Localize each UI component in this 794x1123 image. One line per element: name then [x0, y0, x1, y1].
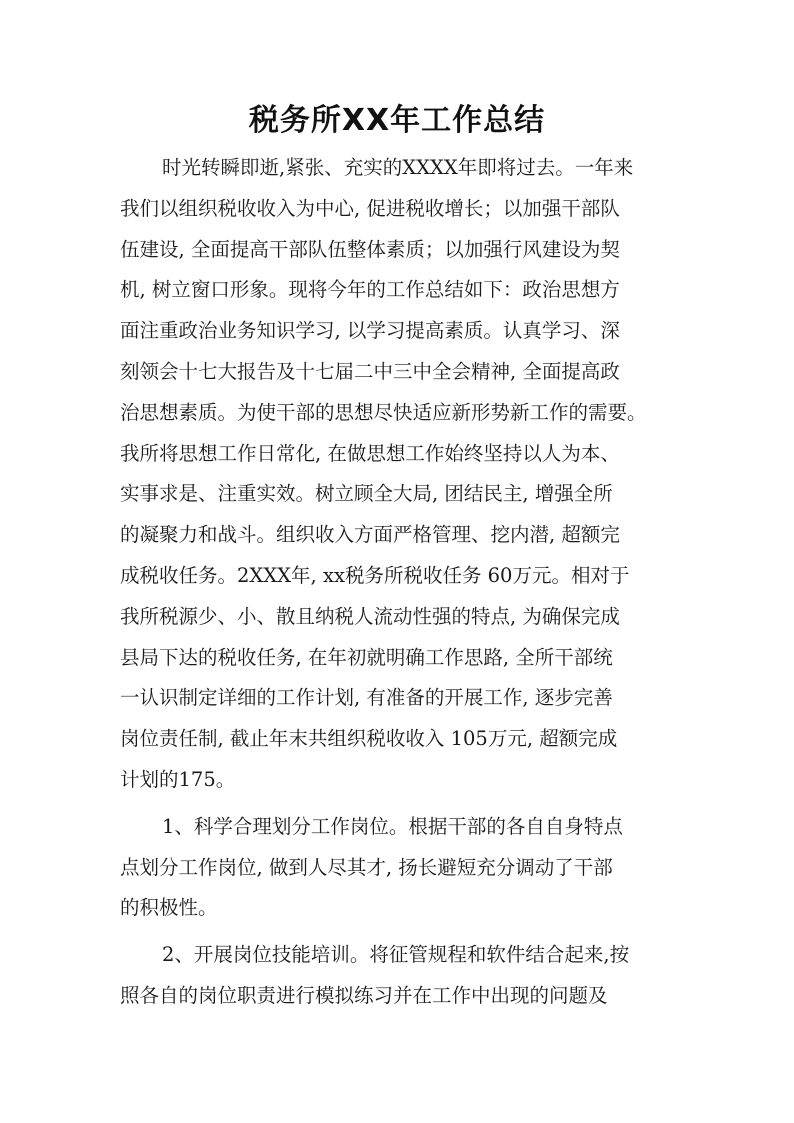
- text-line: 面注重政治业务知识学习, 以学习提高素质。认真学习、深: [120, 319, 620, 343]
- text-line: 伍建设, 全面提高干部队伍整体素质；以加强行风建设为契: [120, 237, 620, 261]
- document-body: [120, 148, 680, 1017]
- text-line: 刻领会十七大报告及十七届二中三中全会精神, 全面提高政: [120, 359, 620, 383]
- text-line: 实事求是、注重实效。树立顾全大局, 团结民主, 增强全所: [120, 482, 613, 506]
- text-line: 治思想素质。为使干部的思想尽快适应新形势新工作的需要。: [120, 400, 647, 424]
- text-line: 岗位责任制, 截止年末共组织税收收入 105万元, 超额完成: [120, 727, 618, 751]
- text-line: 点划分工作岗位, 做到人尽其才, 扬长避短充分调动了干部: [120, 855, 613, 879]
- text-line: 时光转瞬即逝,紧张、充实的XXXX年即将过去。一年来: [162, 156, 634, 179]
- text-line: 的凝聚力和战斗。组织收入方面严格管理、挖内潜, 超额完: [120, 523, 620, 547]
- paragraph-item-1: [120, 807, 680, 929]
- text-line: 机, 树立窗口形象。现将今年的工作总结如下：政治思想方: [120, 278, 620, 302]
- text-line: 2、开展岗位技能培训。将征管规程和软件结合起来,按: [162, 943, 630, 967]
- text-line: 我所税源少、小、散且纳税人流动性强的特点, 为确保完成: [120, 604, 620, 628]
- paragraph-intro: [120, 148, 680, 801]
- paragraph-item-2: [120, 935, 680, 1017]
- text-line: 成税收任务。2XXX年, xx税务所税收任务 60万元。相对于: [120, 563, 630, 587]
- text-line: 县局下达的税收任务, 在年初就明确工作思路, 全所干部统: [120, 645, 613, 669]
- text-line: 我所将思想工作日常化, 在做思想工作始终坚持以人为本、: [120, 441, 620, 465]
- text-line: 我们以组织税收收入为中心, 促进税收增长；以加强干部队: [120, 196, 620, 220]
- text-line: 照各自的岗位职责进行模拟练习并在工作中出现的问题及: [120, 983, 608, 1007]
- text-line: 计划的175。: [120, 767, 236, 791]
- text-line: 一认识制定详细的工作计划, 有准备的开展工作, 逐步完善: [120, 686, 613, 710]
- text-line: 1、科学合理划分工作岗位。根据干部的各自自身特点: [162, 814, 623, 838]
- text-line: 的积极性。: [120, 896, 218, 920]
- document-title: 税务所XX年工作总结: [248, 103, 546, 138]
